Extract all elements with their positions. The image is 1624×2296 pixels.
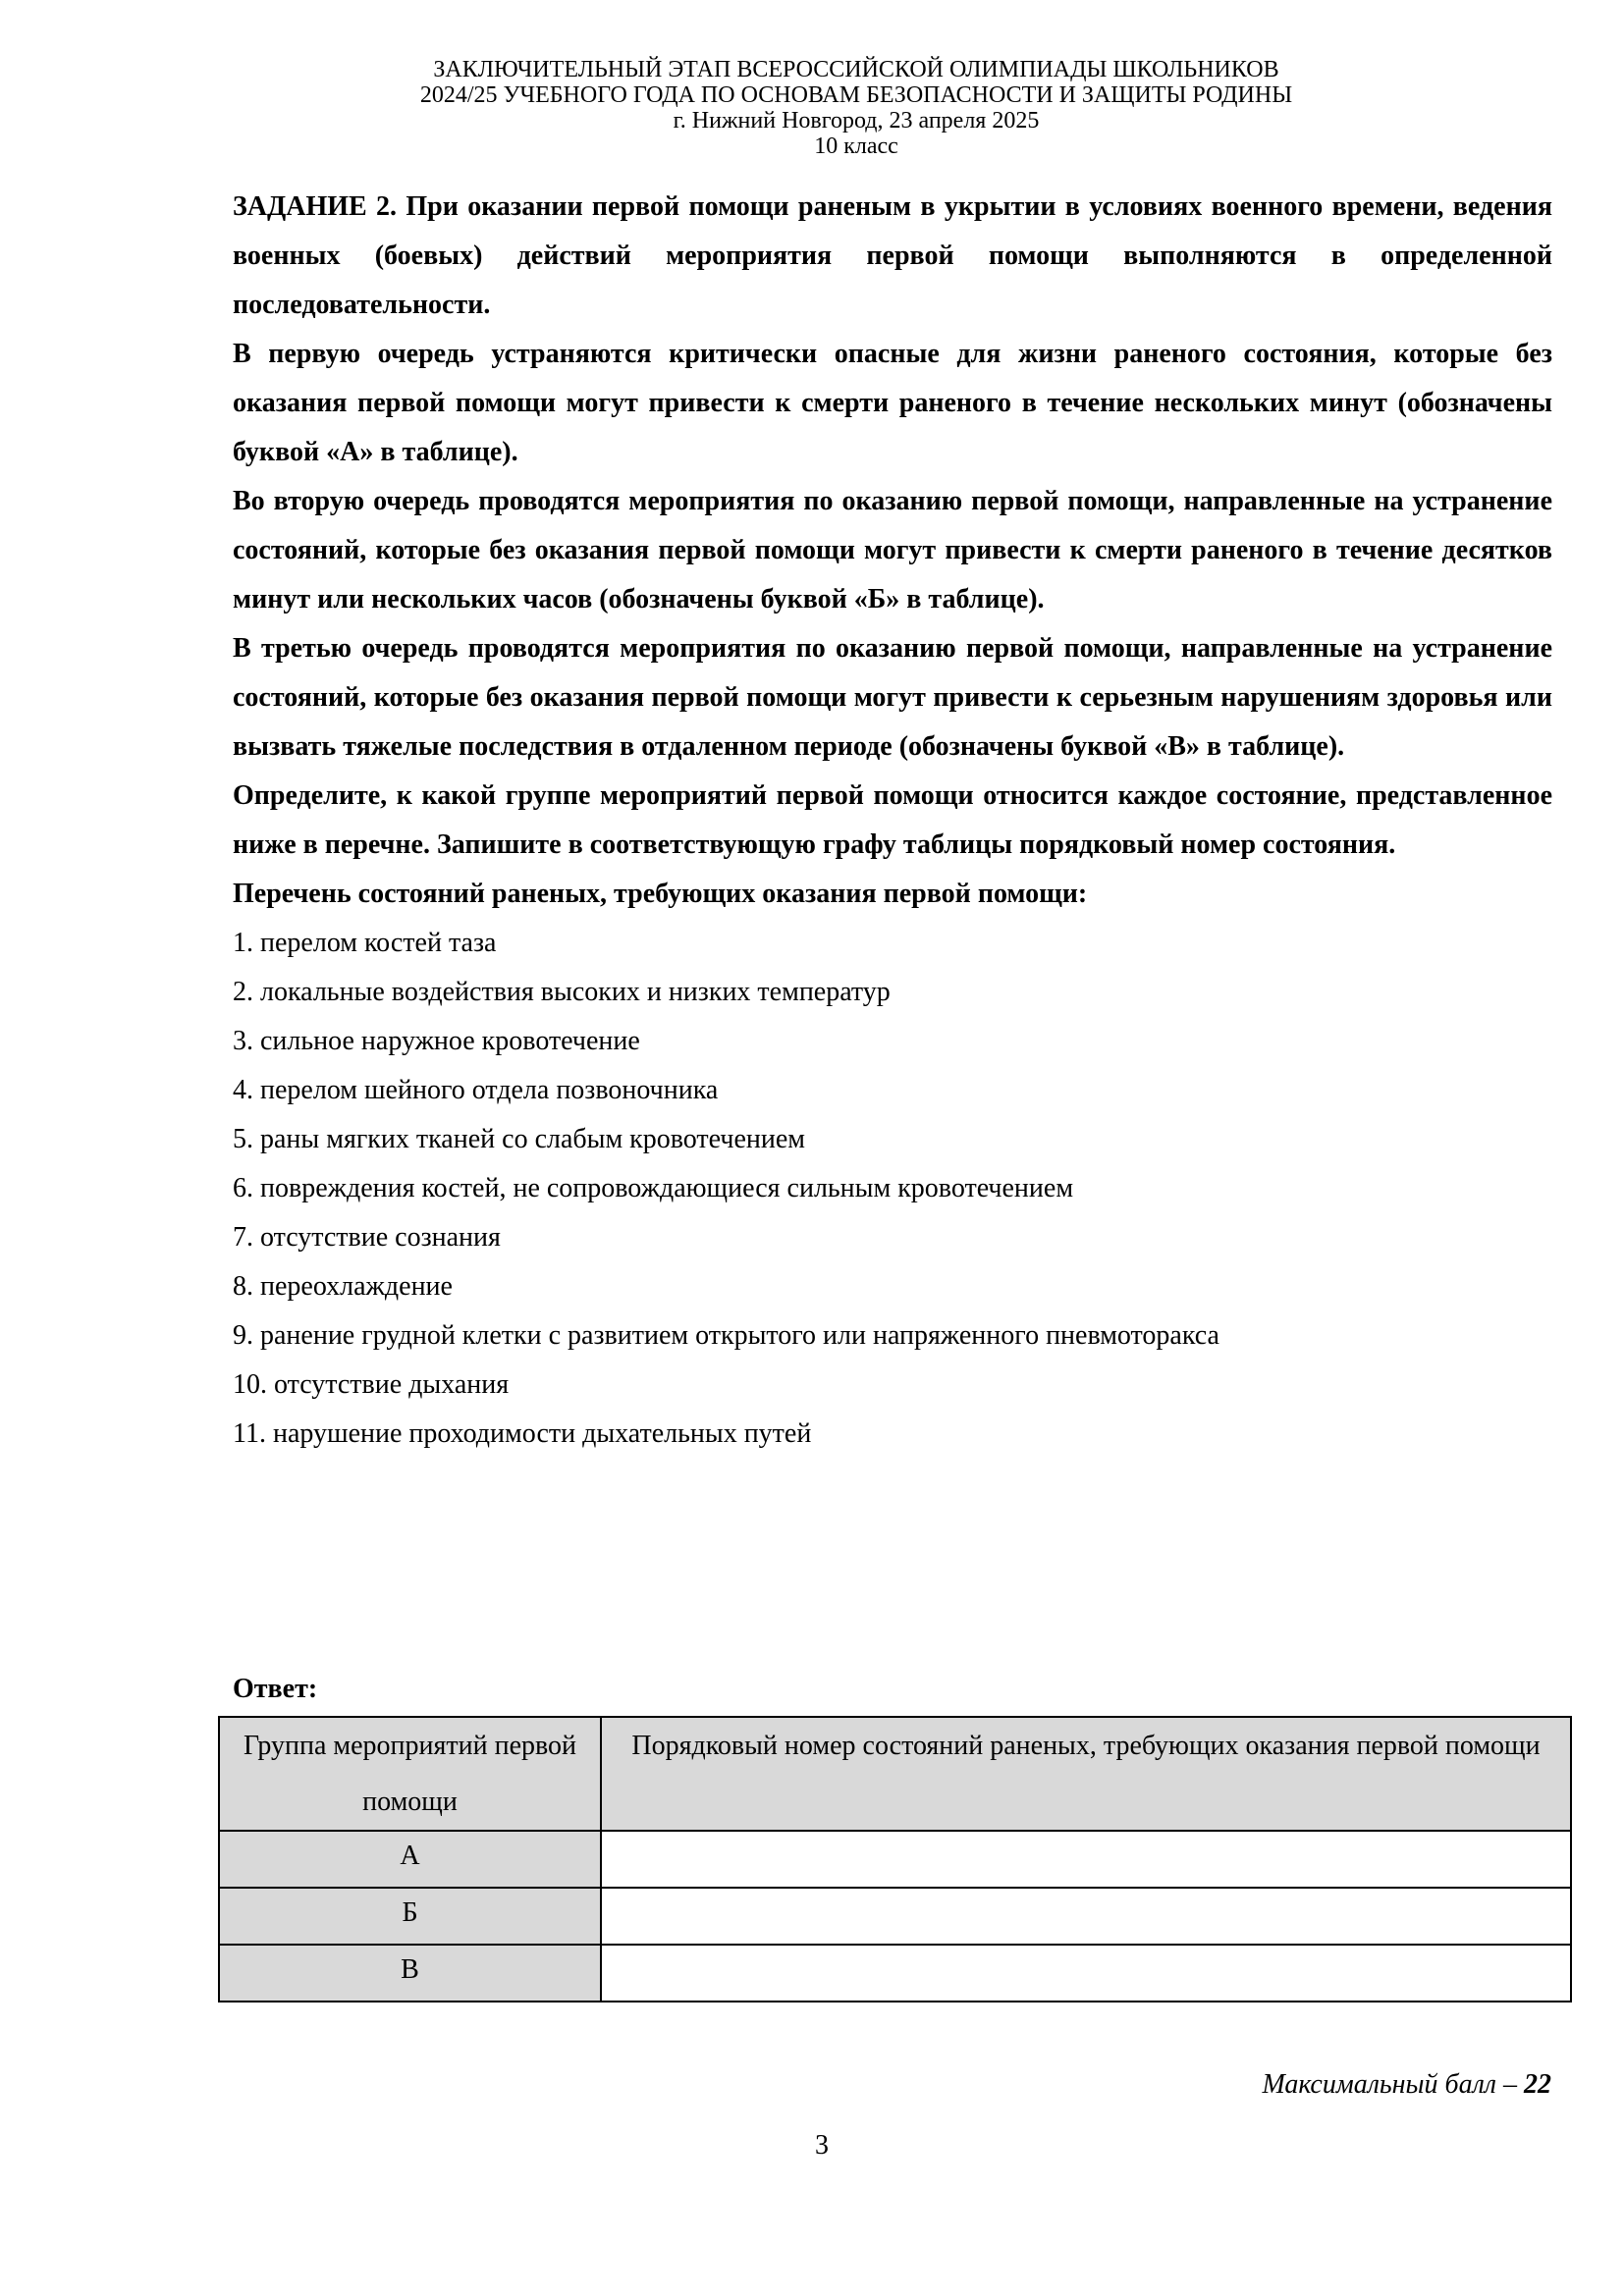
max-score: [1262, 2065, 1551, 2105]
condition-item: 8. переохлаждение: [233, 1271, 453, 1302]
task-content: [233, 183, 1552, 1459]
column-header-group: Группа мероприятий первой помощи: [219, 1717, 601, 1831]
condition-item: 10. отсутствие дыхания: [233, 1369, 510, 1400]
table-row: [219, 1888, 1571, 1945]
answer-cell-b[interactable]: [601, 1888, 1571, 1945]
group-cell-a: А: [219, 1831, 601, 1888]
condition-item: 2. локальные воздействия высоких и низких температур: [233, 977, 891, 1007]
condition-item: 3. сильное наружное кровотечение: [233, 1026, 640, 1056]
header-grade: 10 класс: [814, 133, 898, 159]
condition-item: 1. перелом костей таза: [233, 928, 497, 958]
condition-item: 5. раны мягких тканей со слабым кровотечением: [233, 1124, 806, 1154]
page-number: 3: [815, 2130, 829, 2161]
header-title-line: ЗАКЛЮЧИТЕЛЬНЫЙ ЭТАП ВСЕРОССИЙСКОЙ ОЛИМПИАДЫ ШКОЛЬНИКОВ: [433, 57, 1279, 82]
answer-cell-v[interactable]: [601, 1945, 1571, 2002]
condition-item: 4. перелом шейного отдела позвоночника: [233, 1075, 719, 1105]
table-row: [219, 1831, 1571, 1888]
task-intro: ЗАДАНИЕ 2. При оказании первой помощи раненым в укрытии в условиях военного времени, ведения военных (боевых) действий мероприятия первой помощи выполняются в определенной последовательности.: [233, 191, 1552, 320]
max-score-value: 22: [1524, 2069, 1551, 2100]
task-group-v-description: В третью очередь проводятся мероприятия по оказанию первой помощи, направленные на устранение состояний, которые без оказания первой помощи могут привести к серьезным нарушениям здоровья или вызвать тяжелые последствия в отдаленном периоде (обозначены буквой «В» в таблице).: [233, 633, 1552, 762]
condition-item: 7. отсутствие сознания: [233, 1222, 501, 1253]
table-header-row: [219, 1717, 1571, 1831]
task-group-b-description: Во вторую очередь проводятся мероприятия по оказанию первой помощи, направленные на устранение состояний, которые без оказания первой помощи могут привести к смерти раненого в течение десятков минут или нескольких часов (обозначены буквой «Б» в таблице).: [233, 486, 1552, 614]
group-cell-v: В: [219, 1945, 601, 2002]
answer-table: [218, 1716, 1572, 2002]
header-subtitle-line: 2024/25 УЧЕБНОГО ГОДА ПО ОСНОВАМ БЕЗОПАСНОСТИ И ЗАЩИТЫ РОДИНЫ: [419, 82, 1293, 108]
condition-item: 6. повреждения костей, не сопровождающиеся сильным кровотечением: [233, 1173, 1074, 1203]
task-instruction: Определите, к какой группе мероприятий первой помощи относится каждое состояние, представленное ниже в перечне. Запишите в соответствующую графу таблицы порядковый номер состояния.: [233, 780, 1552, 860]
answer-label: Ответ:: [233, 1674, 318, 1704]
condition-item: 11. нарушение проходимости дыхательных путей: [233, 1418, 812, 1449]
table-row: [219, 1945, 1571, 2002]
group-cell-b: Б: [219, 1888, 601, 1945]
header-location-date: г. Нижний Новгород, 23 апреля 2025: [673, 108, 1040, 133]
conditions-list-title: Перечень состояний раненых, требующих оказания первой помощи:: [233, 879, 1088, 909]
olympiad-header: [0, 57, 1624, 159]
conditions-list: [233, 919, 1552, 1459]
column-header-numbers: Порядковый номер состояний раненых, требующих оказания первой помощи: [601, 1717, 1571, 1831]
answer-cell-a[interactable]: [601, 1831, 1571, 1888]
condition-item: 9. ранение грудной клетки с развитием открытого или напряженного пневмоторакса: [233, 1320, 1219, 1351]
max-score-label: Максимальный балл –: [1262, 2069, 1524, 2100]
task-group-a-description: В первую очередь устраняются критически опасные для жизни раненого состояния, которые без оказания первой помощи могут привести к смерти раненого в течение нескольких минут (обозначены буквой «А» в таблице).: [233, 339, 1552, 467]
